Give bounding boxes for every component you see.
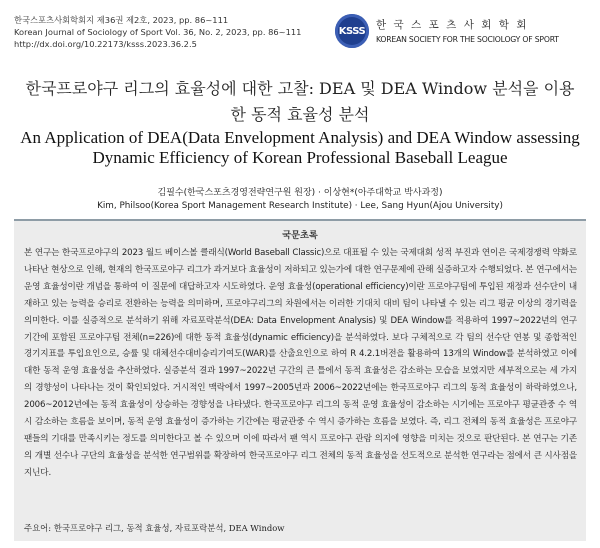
abstract-body: 본 연구는 한국프로야구의 2023 월드 베이스볼 클래식(World Baseball Classic)으로 대표될 수 있는 국제대회 성적 부진과 연이은 국제경쟁력 약화로 나타난 현상으로 인해, 현재의 한국프로야구 리그가 과거보다 효율성이 저하되고 있는가에 대한 연구문제에 관해 실증하고자 수행되었다. 본 연구에서는 운영 효율성이란 개념을 통하여 이 질문에 대답하고자 시도하였다. 운영 효율성(operational efficiency)이란 프로야구팀에 투입된 재정과 선수단이 내재하고 있는 능력을 승리로 전환하는 능력을 의미하며, 프로야구리그의 차원에서는 이러한 기대치 대비 팀이 나타낼 수 있는 리그 평균 이상의 경기력을 의미한다. 이를 실증적으로 분석하기 위해 자료포락분석(DEA: Data Envelopment Analysis) 및 DEA Window를 적용하여 1997~2022년의 연구 기간에 포함된 프로야구팀 전체(n=226)에 대한 동적 효율성(dynamic efficiency)을 분석하였다. 보다 구체적으로 각 팀의 선수단 연봉 및 종합적인 경기지표를 투입요인으로, 승률 및 대체선수대비승리기여도(WAR)를 산출요인으로 하여 R 4.2.1버전을 활용하여 13개의 Window를 분석하였고 이에 대한 동적 운영 효율성을 추산하였다. 실증분석 결과 1997~2022년 구간의 큰 틀에서 동적 효율성은 감소하는 모습을 보였지만 세부적으로는 세 가지의 경향성이 나타나는 것이 확인되었다. 거시적인 맥락에서 1997~2005년과 2006~2022년에는 한국프로야구 리그의 동적 효율성이 하락하였으나, 2006~2012년에는 동적 효율성이 상승하는 경향성을 나타냈다. 한국프로야구 리그의 동적 운영 효율성이 감소하는 시기에는 프로야구 평균관중 수 역시 감소하는 흐름을 보이며, 동적 운영 효율성이 증가하는 기간에는 평균관중 수 역시 증가하는 흐름을 보였다. 즉, 리그 전체의 동적 효율성은 프로야구 팬들의 기대를 만족시키는 정도를 의미한다고 볼 수 있으며 이에 따라서 팬 역시 프로야구 관람 의지에 영향을 미치는 것으로 판단된다. 본 연구는 기존의 개별 선수나 구단의 효율성을 분석한 연구범위를 확장하여 한국프로야구 리그 전체의 동적 효율성을 선도적으로 분석한 연구라는 점에서 큰 시사점을 지닌다. <box>24 248 577 478</box>
society-name-ko: 한국스포츠사회학회 <box>376 19 534 31</box>
doi-link[interactable]: http://dx.doi.org/10.22173/ksss.2023.36.2.5 <box>14 39 197 49</box>
society-logo-text: KSSS <box>338 25 366 37</box>
society-logo <box>335 14 369 48</box>
journal-meta <box>14 14 301 50</box>
society-name-en: KOREAN SOCIETY FOR THE SOCIOLOGY OF SPORT <box>376 35 559 44</box>
journal-citation-en: Korean Journal of Sociology of Sport Vol. 36, No. 2, 2023, pp. 86~111 <box>14 27 302 37</box>
authors-en: Kim, Philsoo(Korea Sport Management Research Institute) · Lee, Sang Hyun(Ajou University) <box>97 201 503 211</box>
authors-ko: 김필수(한국스포츠경영전략연구원 원장) · 이상현*(아주대학교 박사과정) <box>157 188 443 198</box>
journal-citation-ko: 한국스포츠사회학회지 제36권 제2호, 2023, pp. 86~111 <box>14 15 229 25</box>
keywords: 주요어: 한국프로야구 리그, 동적 효율성, 자료포락분석, DEA Window <box>24 523 285 533</box>
abstract-heading: 국문초록 <box>282 230 318 241</box>
paper-title-en: An Application of DEA(Data Envelopment Analysis) and DEA Window assessing Dynamic Efficiency of Korean Professional Baseball League <box>20 128 580 167</box>
abstract-box <box>14 219 586 541</box>
paper-title-ko: 한국프로야구 리그의 효율성에 대한 고찰: DEA 및 DEA Window 분석을 이용한 동적 효율성 분석 <box>25 79 575 124</box>
